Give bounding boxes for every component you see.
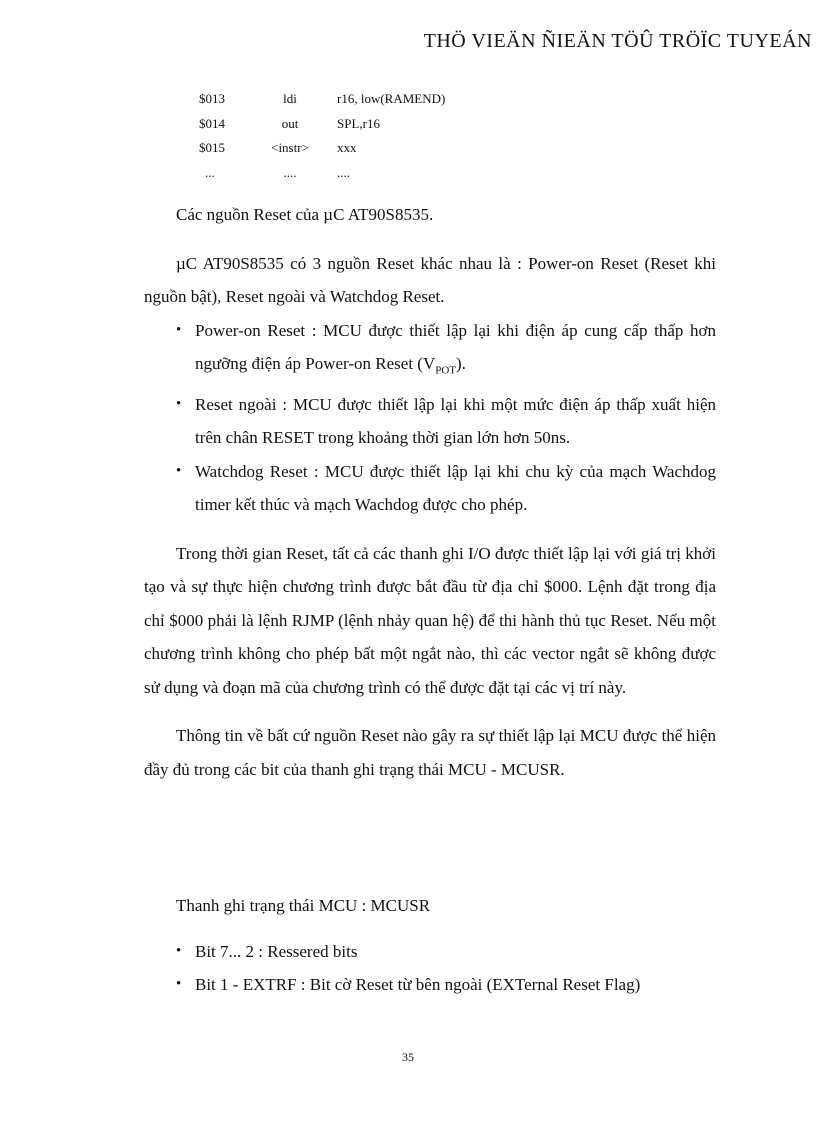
list-item: • Bit 7... 2 : Ressered bits (176, 935, 716, 969)
reset-source-list (144, 314, 716, 522)
code-address: $015 (199, 140, 225, 155)
paragraph-during-reset: Trong thời gian Reset, tất cả các thanh ghi I/O được thiết lập lại với giá trị khởi tạo và sự thực hiện chương trình được bắt đầu từ địa chỉ $000. Lệnh đặt trong địa chỉ $000 phải là lệnh RJMP (lệnh nhảy quan hệ) để thi hành thủ tục Reset. Nếu một chương trình không cho phép bất một ngắt nào, thì các vector ngắt sẽ không được sử dụng và đoạn mã của chương trình có thể được đặt tại các vị trí này. (144, 543, 716, 697)
list-item-watchdog-reset: • Watchdog Reset : MCU được thiết lập lại khi chu kỳ của mạch Wachdog timer kết thúc và mạch Wachdog được cho phép. (176, 455, 716, 522)
paragraph-reset-info: Thông tin về bất cứ nguồn Reset nào gây ra sự thiết lập lại MCU được thể hiện đầy đủ trong các bit của thanh ghi trạng thái MCU - MCUSR. (144, 726, 716, 779)
code-instruction: .... (283, 164, 297, 180)
power-on-text-end: ). (456, 354, 466, 373)
document-body (144, 198, 716, 1002)
header-title: THÖ VIEÄN ÑIEÄN TÖÛ TRÖÏC TUYEÁN (423, 30, 812, 52)
code-operand: r16, low(RAMEND) (337, 91, 446, 106)
code-instruction: out (281, 115, 299, 131)
code-address: $014 (199, 115, 225, 131)
list-item-power-on-reset (176, 314, 716, 388)
paragraph-reset-intro: µC AT90S8535 có 3 nguồn Reset khác nhau là : Power-on Reset (Reset khi nguồn bật), Reset ngoài và Watchdog Reset. (144, 253, 716, 306)
code-operand: SPL,r16 (337, 115, 380, 131)
list-item-external-reset: • Reset ngoài : MCU được thiết lập lại khi một mức điện áp thấp xuất hiện trên chân RESET trong khoảng thời gian lớn hơn 50ns. (176, 388, 716, 455)
vpot-subscript: POT (435, 364, 457, 377)
code-address: ... (205, 164, 215, 180)
code-address: $013 (199, 91, 225, 106)
power-on-text: Power-on Reset : MCU được thiết lập lại khi điện áp cung cấp thấp hơn ngưỡng điện áp Power-on Reset (V (195, 320, 716, 373)
section-heading-reset-sources: Các nguồn Reset của µC AT90S8535. (176, 205, 434, 224)
code-instruction: ldi (283, 91, 297, 106)
code-operand: .... (337, 164, 350, 180)
page-number: 35 (402, 1050, 414, 1064)
code-instruction: <instr> (271, 140, 309, 155)
section-heading-mcusr: Thanh ghi trạng thái MCU : MCUSR (176, 896, 431, 916)
code-operand: xxx (337, 140, 357, 155)
list-item: • Bit 1 - EXTRF : Bit cờ Reset từ bên ngoài (EXTernal Reset Flag) (176, 968, 716, 1002)
mcusr-bit-list (144, 935, 716, 1002)
